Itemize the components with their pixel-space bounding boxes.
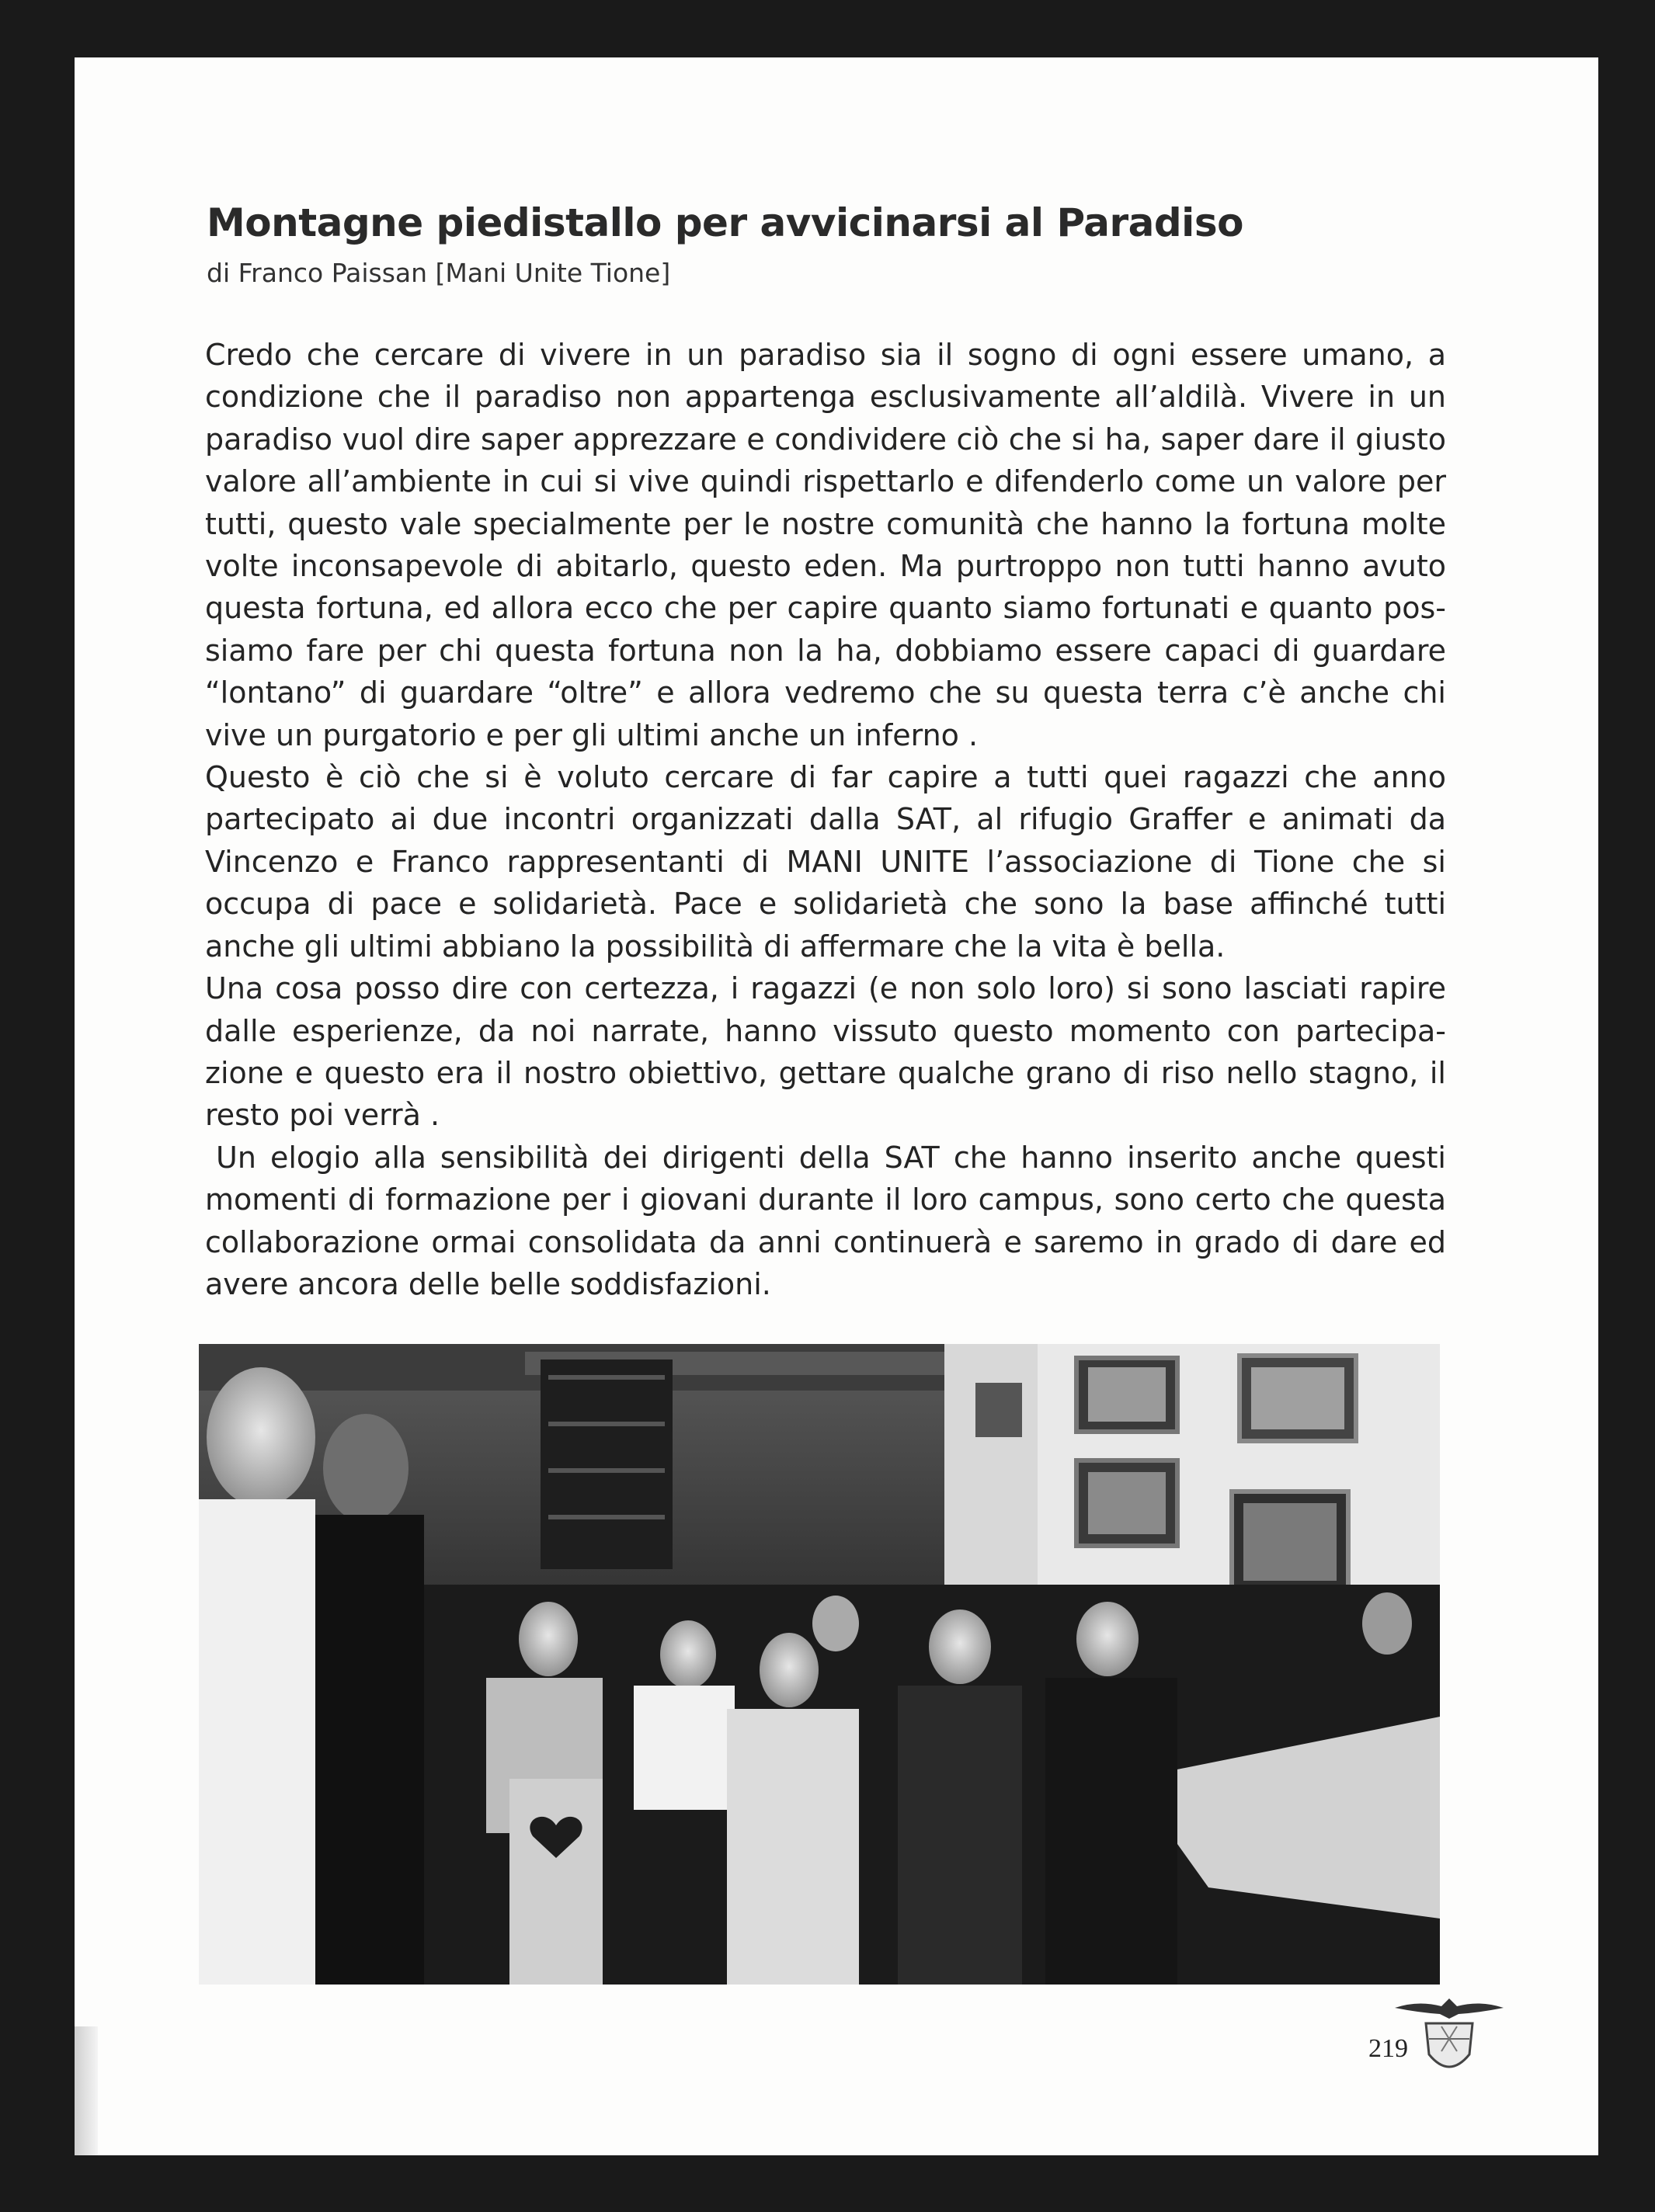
photo-illustration [199, 1344, 1440, 1985]
paragraph-4: Un elogio alla sensibilità dei dirigenti della SAT che hanno inserito anche questi momenti di formazione per i giovani durante il loro campus, sono certo che questa collaborazione ormai consolidata da anni continuerà e saremo in grado di dare ed avere ancora delle belle soddisfazioni. [205, 1140, 1446, 1301]
paragraph-3: Una cosa posso dire con certezza, i ragazzi (e non solo loro) si sono lasciati rapire dalle esperienze, da noi narrate, hanno vissuto questo momento con partecipazione e questo era il nostro obiettivo, gettare qualche grano di riso nello stagno, il resto poi verrà . [205, 971, 1446, 1133]
page-binding-shadow [75, 2026, 98, 2155]
article-body [205, 334, 1446, 1305]
article-title: Montagne piedistallo per avvicinarsi al Paradiso [207, 200, 1243, 245]
article-byline: di Franco Paissan [Mani Unite Tione] [207, 258, 671, 288]
paragraph-1: Credo che cercare di vivere in un paradiso sia il sogno di ogni essere umano, a condizione che il paradiso non appartenga esclusivamente all’aldilà. Vivere in un paradiso vuol dire saper apprezzare e condividere ciò che si ha, saper dare il giusto valore all’ambiente in cui si vive quindi rispettarlo e difenderlo come un valore per tutti, questo vale specialmente per le nostre comunità che hanno la fortuna molte volte inconsapevole di abitarlo, questo eden. Ma purtroppo non tutti hanno avuto questa fortuna, ed allora ecco che per capire quanto siamo fortunati e quanto possiamo fare per chi questa fortuna non la ha, dobbiamo essere capaci di guardare “lontano” di guardare “oltre” e allora vedremo che su questa terra c’è anche chi vive un purgatorio e per gli ultimi anche un inferno . [205, 338, 1446, 752]
article-photo [199, 1344, 1440, 1985]
eagle-shield-emblem-icon [1395, 1992, 1504, 2085]
page-number: 219 [1368, 2034, 1408, 2063]
paragraph-2: Questo è ciò che si è voluto cercare di far capire a tutti quei ragazzi che anno partecipato ai due incontri organizzati dalla SAT, al rifugio Graffer e animati da Vincenzo e Franco rappresentanti di MANI UNITE l’associazione di Tione che si occupa di pace e solidarietà. Pace e solidarietà che sono la base affinché tutti anche gli ultimi abbiano la possibilità di affermare che la vita è bella. [205, 760, 1446, 964]
